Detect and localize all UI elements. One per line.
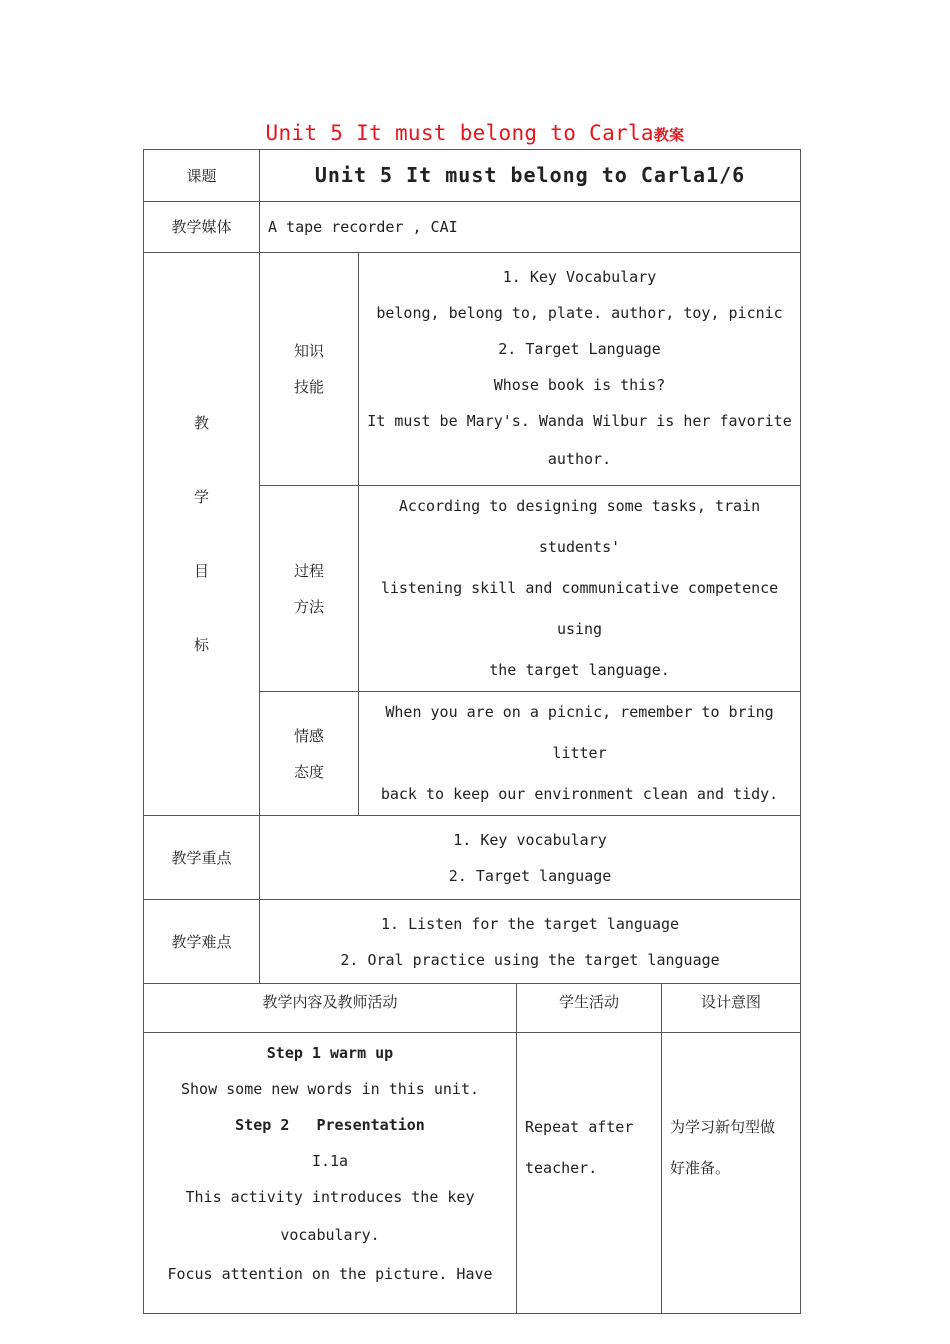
topic-value-cell: [260, 150, 801, 202]
document-title-cn: 教案: [653, 126, 685, 144]
student-activity-cell: [517, 1033, 662, 1314]
document-title-en: Unit 5 It must belong to Carla: [265, 121, 654, 145]
knowledge-label-line: 技能: [293, 378, 324, 396]
header-teacher-activity: 教学内容及教师活动: [144, 984, 517, 1033]
design-intent-line: 好准备。: [670, 1159, 731, 1177]
knowledge-line: author.: [547, 449, 612, 468]
attitude-line: When you are on a picnic, remember to bring litter: [385, 703, 774, 762]
media-label: 教学媒体: [144, 202, 260, 253]
key-point-line: 1. Key vocabulary: [453, 830, 607, 849]
design-intent-cell: [662, 1033, 801, 1314]
objectives-label-char: 目: [193, 562, 209, 580]
objectives-label: [144, 253, 260, 816]
attitude-label: [260, 692, 359, 816]
activity-header-row: [144, 984, 801, 1033]
difficulty-line: 1. Listen for the target language: [381, 914, 680, 933]
difficulties-content: [260, 900, 801, 984]
process-label-line: 方法: [293, 597, 324, 616]
objective-knowledge-row: [144, 253, 801, 486]
objectives-label-char: 教: [193, 414, 209, 432]
difficulties-row: [144, 900, 801, 984]
step2-heading: Step 2 Presentation: [235, 1116, 425, 1134]
student-activity-line: Repeat after: [525, 1118, 634, 1136]
header-student-activity: 学生活动: [517, 984, 662, 1033]
teacher-text-line: This activity introduces the key: [185, 1188, 475, 1206]
difficulties-label: 教学难点: [144, 900, 260, 984]
key-point-line: 2. Target language: [448, 866, 612, 885]
step1-text: Show some new words in this unit.: [180, 1080, 479, 1098]
header-design-intent: 设计意图: [662, 984, 801, 1033]
process-label: [260, 486, 359, 692]
objectives-label-char: 标: [193, 636, 209, 654]
knowledge-line: 1. Key Vocabulary: [502, 267, 657, 286]
attitude-label-line: 态度: [293, 762, 324, 781]
step1-heading: Step 1 warm up: [266, 1044, 394, 1062]
activity-content-row: [144, 1033, 801, 1314]
difficulty-line: 2. Oral practice using the target language: [340, 950, 720, 969]
page-indicator: 1/6: [706, 162, 746, 187]
process-line: the target language.: [489, 661, 670, 679]
knowledge-line: It must be Mary's. Wanda Wilbur is her favorite: [367, 411, 792, 430]
key-points-content: [260, 816, 801, 900]
process-line: According to designing some tasks, train students': [398, 497, 761, 556]
process-line: listening skill and communicative competence using: [380, 579, 779, 638]
key-points-row: [144, 816, 801, 900]
process-content: [359, 486, 801, 692]
teacher-text-line: vocabulary.: [280, 1226, 380, 1244]
knowledge-line: 2. Target Language: [498, 339, 661, 358]
knowledge-label: [260, 253, 359, 486]
design-intent-line: 为学习新句型做: [670, 1118, 776, 1136]
attitude-label-line: 情感: [293, 726, 324, 745]
lesson-title: Unit 5 It must belong to Carla: [314, 162, 707, 187]
lesson-plan-table: [143, 149, 801, 1314]
knowledge-line: belong, belong to, plate. author, toy, picnic: [376, 303, 783, 322]
document-title: [0, 121, 950, 145]
media-row: [144, 202, 801, 253]
knowledge-line: Whose book is this?: [493, 375, 666, 394]
section-label: I.1a: [311, 1152, 349, 1170]
topic-row: [144, 150, 801, 202]
objectives-label-char: 学: [193, 488, 209, 506]
knowledge-label-line: 知识: [293, 342, 324, 360]
teacher-activity-cell: [144, 1033, 517, 1314]
attitude-line: back to keep our environment clean and tidy.: [380, 785, 779, 803]
teacher-text-line: Focus attention on the picture. Have: [167, 1265, 493, 1283]
media-value: A tape recorder , CAI: [260, 202, 801, 253]
topic-label: 课题: [144, 150, 260, 202]
process-label-line: 过程: [293, 561, 324, 580]
knowledge-content: [359, 253, 801, 486]
attitude-content: [359, 692, 801, 816]
key-points-label: 教学重点: [144, 816, 260, 900]
student-activity-line: teacher.: [525, 1159, 598, 1177]
